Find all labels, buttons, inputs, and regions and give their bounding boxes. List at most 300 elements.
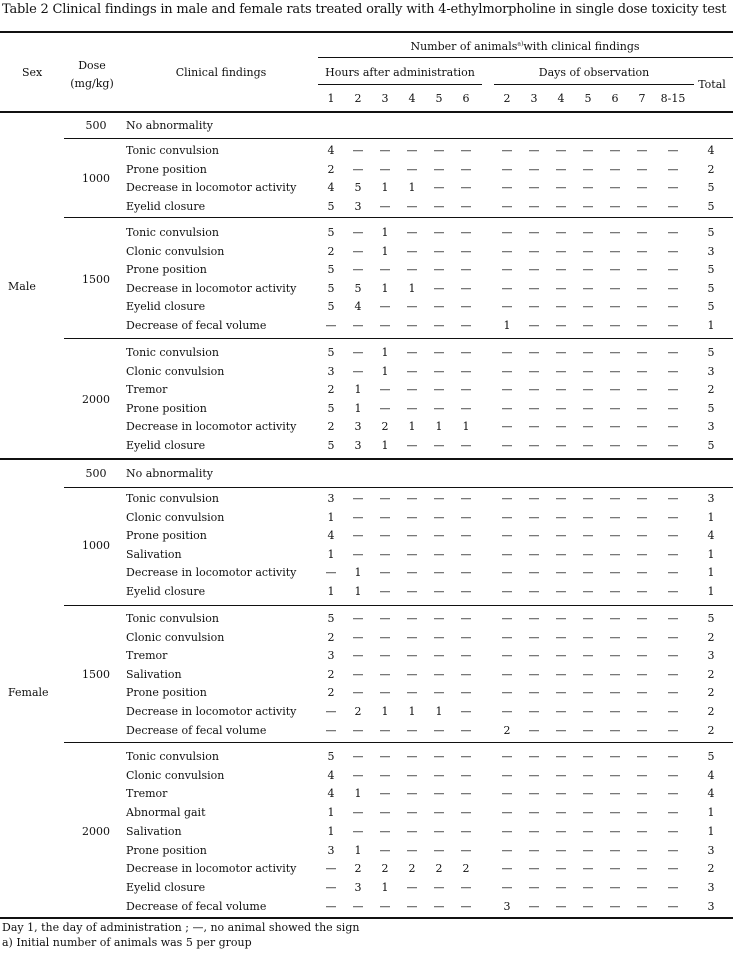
count-cell: 5	[354, 281, 362, 295]
count-cell: —	[667, 420, 679, 434]
count-cell: 3	[327, 364, 335, 378]
total-cell: 4	[707, 529, 715, 543]
count-cell: 1	[503, 319, 511, 332]
count-cell: —	[433, 300, 445, 314]
count-cell: —	[582, 566, 594, 580]
count-cell: —	[406, 162, 418, 176]
count-cell: —	[460, 705, 472, 718]
count-cell: —	[636, 492, 648, 505]
count-cell: —	[379, 547, 391, 561]
count-cell: —	[555, 862, 567, 876]
clinical-finding-label: Clonic convulsion	[126, 510, 225, 524]
count-cell: —	[433, 649, 445, 663]
count-cell: —	[582, 705, 594, 718]
count-cell: —	[555, 401, 567, 415]
header-number-of-animals	[410, 40, 639, 53]
count-cell: —	[406, 226, 418, 239]
count-cell: —	[667, 705, 679, 718]
clinical-finding-label: Prone position	[126, 263, 207, 277]
count-cell: —	[528, 547, 540, 561]
count-cell: —	[433, 686, 445, 700]
total-cell: 3	[707, 492, 715, 505]
count-cell: —	[528, 346, 540, 359]
count-cell: —	[460, 768, 472, 782]
clinical-finding-label: No abnormality	[126, 467, 213, 480]
clinical-finding-label: Decrease in locomotor activity	[126, 281, 297, 295]
count-cell: —	[609, 510, 621, 524]
count-cell: —	[460, 144, 472, 157]
count-cell: —	[379, 630, 391, 644]
total-cell: 5	[707, 300, 715, 314]
count-cell: —	[406, 547, 418, 561]
count-cell: —	[667, 547, 679, 561]
count-cell: —	[555, 263, 567, 277]
clinical-finding-label: Clonic convulsion	[126, 630, 225, 644]
count-cell: —	[501, 162, 513, 176]
days-header-rule	[494, 84, 694, 85]
total-cell: 5	[707, 181, 715, 195]
count-cell: —	[609, 547, 621, 561]
count-cell: —	[501, 383, 513, 397]
count-cell: —	[528, 300, 540, 314]
count-cell: 2	[327, 420, 335, 434]
count-cell: —	[352, 686, 364, 700]
total-cell: 1	[707, 547, 715, 561]
count-cell: —	[609, 383, 621, 397]
count-cell: —	[636, 880, 648, 894]
count-cell: —	[501, 566, 513, 580]
clinical-finding-label: Prone position	[126, 843, 207, 857]
count-cell: —	[352, 806, 364, 820]
count-cell: —	[528, 364, 540, 378]
count-cell: —	[501, 705, 513, 718]
count-cell: —	[406, 768, 418, 782]
count-cell: —	[460, 723, 472, 737]
count-cell: —	[667, 162, 679, 176]
count-cell: —	[555, 612, 567, 625]
count-cell: 3	[354, 439, 362, 452]
total-cell: 2	[707, 705, 715, 718]
count-cell: —	[555, 181, 567, 195]
count-cell: 5	[327, 281, 335, 295]
clinical-finding-label: Tonic convulsion	[126, 226, 219, 239]
count-cell: —	[636, 383, 648, 397]
clinical-finding-label: Tremor	[126, 787, 168, 801]
count-cell: —	[528, 244, 540, 258]
count-cell: —	[406, 300, 418, 314]
count-cell: —	[667, 300, 679, 314]
clinical-finding-label: Salivation	[126, 547, 182, 561]
count-cell: —	[582, 649, 594, 663]
count-cell: 1	[381, 346, 389, 359]
clinical-finding-label: Tremor	[126, 649, 168, 663]
hour-column-header: 6	[462, 92, 470, 105]
count-cell: —	[433, 263, 445, 277]
count-cell: —	[636, 181, 648, 195]
total-cell: 3	[707, 843, 715, 857]
count-cell: —	[460, 787, 472, 801]
count-cell: —	[667, 768, 679, 782]
count-cell: —	[555, 585, 567, 598]
count-cell: —	[528, 226, 540, 239]
count-cell: —	[460, 319, 472, 332]
count-cell: —	[379, 566, 391, 580]
count-cell: —	[555, 547, 567, 561]
count-cell: —	[460, 824, 472, 838]
hour-column-header: 1	[327, 92, 335, 105]
count-cell: —	[352, 824, 364, 838]
count-cell: —	[555, 787, 567, 801]
header-total: Total	[698, 78, 726, 91]
count-cell: —	[528, 439, 540, 452]
count-cell: —	[379, 612, 391, 625]
count-cell: —	[528, 585, 540, 598]
count-cell: 5	[327, 401, 335, 415]
count-cell: —	[460, 529, 472, 543]
hour-column-header: 2	[354, 92, 362, 105]
count-cell: —	[460, 346, 472, 359]
count-cell: 1	[327, 585, 335, 598]
clinical-finding-label: Decrease of fecal volume	[126, 319, 267, 332]
header-bottom-rule	[0, 111, 733, 113]
count-cell: —	[582, 630, 594, 644]
count-cell: 2	[435, 862, 443, 876]
count-cell: —	[352, 529, 364, 543]
clinical-finding-label: Tonic convulsion	[126, 750, 219, 763]
clinical-finding-label: Decrease in locomotor activity	[126, 420, 297, 434]
count-cell: —	[352, 612, 364, 625]
count-cell: —	[609, 686, 621, 700]
clinical-finding-label: Prone position	[126, 162, 207, 176]
count-cell: —	[406, 612, 418, 625]
total-cell: 3	[707, 649, 715, 663]
count-cell: —	[460, 401, 472, 415]
count-cell: —	[379, 401, 391, 415]
count-cell: —	[609, 843, 621, 857]
count-cell: —	[406, 880, 418, 894]
count-cell: —	[636, 667, 648, 681]
count-cell: —	[501, 244, 513, 258]
count-cell: —	[352, 364, 364, 378]
count-cell: 3	[354, 880, 362, 894]
count-cell: 2	[381, 862, 389, 876]
count-cell: —	[528, 281, 540, 295]
count-cell: —	[582, 723, 594, 737]
count-cell: —	[352, 667, 364, 681]
count-cell: —	[609, 899, 621, 913]
count-cell: 1	[327, 547, 335, 561]
count-cell: 1	[435, 420, 443, 434]
group-separator	[64, 487, 733, 488]
count-cell: —	[582, 899, 594, 913]
count-cell: —	[325, 723, 337, 737]
total-cell: 5	[707, 346, 715, 359]
count-cell: —	[609, 200, 621, 214]
count-cell: 5	[327, 612, 335, 625]
count-cell: —	[501, 880, 513, 894]
count-cell: —	[406, 492, 418, 505]
group-separator	[0, 458, 733, 460]
count-cell: —	[528, 899, 540, 913]
count-cell: —	[460, 566, 472, 580]
count-cell: 1	[354, 787, 362, 801]
count-cell: —	[582, 420, 594, 434]
count-cell: —	[433, 281, 445, 295]
total-cell: 1	[707, 510, 715, 524]
header-number-suffix: with clinical findings	[523, 40, 640, 53]
total-cell: 4	[707, 144, 715, 157]
count-cell: —	[667, 181, 679, 195]
count-cell: —	[636, 319, 648, 332]
header-number-prefix: Number of animals	[410, 40, 518, 53]
count-cell: —	[325, 319, 337, 332]
count-cell: —	[406, 585, 418, 598]
count-cell: —	[528, 705, 540, 718]
count-cell: —	[555, 630, 567, 644]
count-cell: —	[379, 667, 391, 681]
count-cell: —	[667, 723, 679, 737]
footnote-day1: Day 1, the day of administration ; —, no animal showed the sign	[2, 921, 360, 934]
count-cell: —	[433, 319, 445, 332]
count-cell: —	[667, 585, 679, 598]
clinical-finding-label: Tremor	[126, 383, 168, 397]
day-column-header: 5	[584, 92, 592, 105]
count-cell: —	[352, 899, 364, 913]
count-cell: —	[636, 529, 648, 543]
count-cell: —	[528, 263, 540, 277]
count-cell: —	[609, 566, 621, 580]
count-cell: —	[582, 346, 594, 359]
count-cell: —	[460, 585, 472, 598]
count-cell: —	[325, 705, 337, 718]
count-cell: —	[582, 529, 594, 543]
count-cell: —	[406, 899, 418, 913]
count-cell: —	[582, 787, 594, 801]
count-cell: —	[667, 244, 679, 258]
count-cell: —	[460, 226, 472, 239]
count-cell: —	[460, 200, 472, 214]
count-cell: —	[555, 649, 567, 663]
day-column-header: 7	[638, 92, 646, 105]
count-cell: —	[609, 346, 621, 359]
count-cell: —	[636, 566, 648, 580]
count-cell: —	[433, 806, 445, 820]
count-cell: —	[379, 649, 391, 663]
top-rule	[0, 31, 733, 33]
number-header-rule	[318, 57, 733, 58]
count-cell: 5	[327, 439, 335, 452]
count-cell: —	[460, 510, 472, 524]
count-cell: —	[667, 649, 679, 663]
count-cell: 3	[327, 843, 335, 857]
count-cell: 3	[354, 420, 362, 434]
count-cell: —	[636, 649, 648, 663]
count-cell: —	[609, 649, 621, 663]
count-cell: —	[460, 843, 472, 857]
count-cell: —	[352, 144, 364, 157]
dose-label: 1500	[82, 667, 110, 681]
total-cell: 3	[707, 880, 715, 894]
hour-column-header: 5	[435, 92, 443, 105]
count-cell: —	[501, 843, 513, 857]
count-cell: —	[433, 750, 445, 763]
hour-column-header: 4	[408, 92, 416, 105]
clinical-finding-label: No abnormality	[126, 119, 213, 132]
count-cell: —	[609, 705, 621, 718]
count-cell: —	[582, 383, 594, 397]
count-cell: —	[406, 630, 418, 644]
count-cell: —	[555, 200, 567, 214]
count-cell: 4	[327, 787, 335, 801]
count-cell: —	[433, 630, 445, 644]
count-cell: —	[528, 824, 540, 838]
count-cell: —	[406, 263, 418, 277]
count-cell: —	[528, 750, 540, 763]
count-cell: 1	[354, 401, 362, 415]
count-cell: —	[379, 899, 391, 913]
count-cell: —	[636, 843, 648, 857]
count-cell: —	[528, 401, 540, 415]
count-cell: —	[667, 492, 679, 505]
count-cell: —	[406, 667, 418, 681]
count-cell: —	[406, 750, 418, 763]
count-cell: —	[433, 200, 445, 214]
count-cell: —	[501, 281, 513, 295]
count-cell: —	[667, 787, 679, 801]
count-cell: —	[609, 144, 621, 157]
count-cell: —	[528, 510, 540, 524]
total-cell: 2	[707, 667, 715, 681]
count-cell: —	[582, 244, 594, 258]
count-cell: 5	[327, 750, 335, 763]
count-cell: —	[460, 667, 472, 681]
count-cell: —	[609, 862, 621, 876]
count-cell: 4	[354, 300, 362, 314]
count-cell: —	[501, 200, 513, 214]
group-separator	[64, 605, 733, 606]
count-cell: —	[636, 585, 648, 598]
count-cell: —	[406, 319, 418, 332]
count-cell: —	[555, 899, 567, 913]
count-cell: —	[609, 750, 621, 763]
count-cell: —	[379, 843, 391, 857]
count-cell: —	[667, 263, 679, 277]
count-cell: —	[636, 244, 648, 258]
count-cell: 2	[408, 862, 416, 876]
count-cell: —	[433, 566, 445, 580]
count-cell: 2	[503, 723, 511, 737]
count-cell: —	[609, 630, 621, 644]
count-cell: —	[379, 510, 391, 524]
clinical-finding-label: Tonic convulsion	[126, 492, 219, 505]
clinical-finding-label: Decrease in locomotor activity	[126, 181, 297, 195]
count-cell: —	[433, 880, 445, 894]
count-cell: —	[501, 630, 513, 644]
count-cell: 4	[327, 181, 335, 195]
count-cell: —	[433, 346, 445, 359]
count-cell: —	[582, 319, 594, 332]
count-cell: —	[433, 547, 445, 561]
count-cell: 1	[381, 439, 389, 452]
total-cell: 1	[707, 824, 715, 838]
count-cell: —	[379, 383, 391, 397]
hour-column-header: 3	[381, 92, 389, 105]
count-cell: —	[555, 510, 567, 524]
count-cell: —	[501, 686, 513, 700]
count-cell: —	[667, 401, 679, 415]
clinical-finding-label: Salivation	[126, 824, 182, 838]
count-cell: —	[406, 200, 418, 214]
count-cell: —	[582, 585, 594, 598]
count-cell: —	[555, 880, 567, 894]
total-cell: 1	[707, 585, 715, 598]
dose-label: 2000	[82, 392, 110, 406]
count-cell: —	[528, 787, 540, 801]
count-cell: —	[352, 162, 364, 176]
count-cell: 2	[327, 686, 335, 700]
count-cell: —	[460, 880, 472, 894]
count-cell: —	[501, 806, 513, 820]
count-cell: —	[609, 612, 621, 625]
clinical-finding-label: Decrease in locomotor activity	[126, 862, 297, 876]
count-cell: —	[325, 880, 337, 894]
count-cell: —	[379, 686, 391, 700]
count-cell: —	[667, 843, 679, 857]
total-cell: 3	[707, 364, 715, 378]
count-cell: —	[609, 181, 621, 195]
count-cell: —	[501, 492, 513, 505]
count-cell: —	[460, 364, 472, 378]
count-cell: —	[582, 547, 594, 561]
count-cell: 2	[327, 667, 335, 681]
count-cell: —	[609, 401, 621, 415]
count-cell: —	[433, 824, 445, 838]
count-cell: —	[609, 824, 621, 838]
count-cell: —	[555, 439, 567, 452]
count-cell: —	[636, 401, 648, 415]
count-cell: —	[636, 768, 648, 782]
count-cell: —	[433, 181, 445, 195]
count-cell: —	[460, 281, 472, 295]
count-cell: 1	[381, 244, 389, 258]
total-cell: 3	[707, 899, 715, 913]
total-cell: 2	[707, 383, 715, 397]
count-cell: —	[528, 686, 540, 700]
count-cell: —	[582, 843, 594, 857]
total-cell: 5	[707, 263, 715, 277]
count-cell: —	[501, 612, 513, 625]
count-cell: —	[582, 181, 594, 195]
count-cell: —	[609, 281, 621, 295]
count-cell: 1	[381, 880, 389, 894]
count-cell: 5	[327, 346, 335, 359]
count-cell: —	[460, 300, 472, 314]
count-cell: —	[528, 566, 540, 580]
count-cell: 5	[327, 200, 335, 214]
count-cell: —	[406, 686, 418, 700]
count-cell: —	[501, 667, 513, 681]
count-cell: —	[528, 667, 540, 681]
count-cell: 5	[354, 181, 362, 195]
count-cell: 5	[327, 300, 335, 314]
count-cell: 2	[381, 420, 389, 434]
count-cell: —	[609, 880, 621, 894]
count-cell: —	[636, 750, 648, 763]
count-cell: —	[528, 806, 540, 820]
count-cell: —	[582, 880, 594, 894]
count-cell: 3	[327, 492, 335, 505]
count-cell: —	[460, 630, 472, 644]
